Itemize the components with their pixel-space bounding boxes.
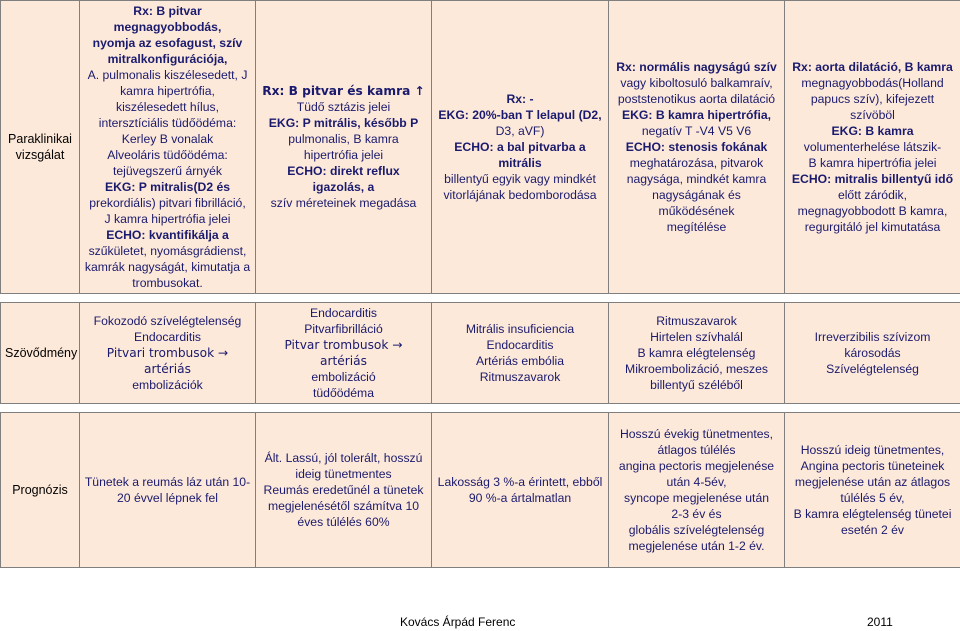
cell-line: 20 évvel lépnek fel (117, 491, 218, 505)
cell-line: Artériás embólia (475, 354, 565, 368)
cell-line: után 4-5év, (666, 475, 727, 489)
cell-line: pulmonalis, B kamra (288, 132, 399, 146)
cell-line: kiszélesedett hílus, (116, 100, 219, 114)
cell-line: Alveoláris tüdőödéma: (107, 148, 228, 162)
cell-line: Pitvarfibrilláció (304, 322, 383, 336)
cell-line: vagy kiboltosuló balkamraív, (620, 76, 773, 90)
cell-line: ideig tünetmentes (295, 467, 392, 481)
cell-paraklinikai-4 (609, 1, 785, 294)
cell-line: Mitrális insuficiencia (465, 322, 575, 336)
cell-line: Pitvari trombusok → artériás (106, 346, 229, 376)
cell-line: trombusokat. (132, 276, 203, 290)
cell-line: Rx: normális nagyságú szív (616, 60, 777, 74)
cell-line: intersztíciális tüdőödéma: (98, 116, 237, 130)
cell-line: Ritmuszavarok (656, 314, 737, 328)
cell-line: meghatározása, pitvarok (629, 156, 764, 170)
cell-line: Hosszú ideig tünetmentes, (800, 443, 945, 457)
cell-line: Endocarditis (309, 306, 378, 320)
cell-line: ECHO: mitralis billentyű idő (791, 172, 954, 186)
cell-szovodmeny-5 (785, 303, 960, 404)
cell-line: poststenotikus aorta dilatáció (617, 92, 776, 106)
cell-line: Szívelégtelenség (826, 362, 919, 376)
cell-line: ECHO: a bal pitvarba a mitrális (454, 140, 586, 170)
cell-line: EKG: P mitralis(D2 és (104, 180, 231, 194)
cell-line: J kamra hipertrófia jelei (104, 212, 231, 226)
cell-line: szűkületet, nyomásgrádienst, (88, 244, 247, 258)
row-spacer (1, 294, 960, 303)
cell-line: B kamra elégtelenség tünetei (793, 507, 952, 521)
row-szovodmeny (1, 303, 960, 404)
cell-line: Ált. Lassú, jól tolerált, hosszú (264, 451, 423, 465)
cell-line: Hirtelen szívhalál (650, 330, 743, 344)
cell-line: tüdőödéma (313, 386, 374, 400)
cell-prognozis-1 (80, 413, 256, 568)
row-label-paraklinikai (1, 1, 80, 294)
cell-line: Angina pectoris tüneteinek (800, 459, 945, 473)
cell-line: esetén 2 év (840, 523, 904, 537)
row-label-text: Prognózis (12, 483, 68, 497)
row-label-szovodmeny (1, 303, 80, 404)
cell-line: megjelenésétől számítva 10 (267, 499, 420, 513)
cell-line: hipertrófia jelei (303, 148, 384, 162)
cell-line: Rx: B pitvar és kamra ↑ (262, 84, 425, 98)
row-paraklinikai (1, 1, 960, 294)
cell-line: mitralkonfigurációja, (107, 52, 228, 66)
cell-prognozis-4 (609, 413, 785, 568)
cell-line: D3, aVF) (495, 124, 545, 138)
cell-line: Reumás eredetűnél a tünetek (263, 483, 424, 497)
cell-line: megjelenése után az átlagos (794, 475, 951, 489)
cell-szovodmeny-1 (80, 303, 256, 404)
cell-line: B kamra hipertrófia jelei (808, 156, 937, 170)
cell-line: Mikroembolizáció, meszes (625, 362, 768, 376)
cell-line: syncope megjelenése után (624, 491, 769, 505)
cell-line: ECHO: direkt reflux igazolás, a (287, 164, 400, 194)
cell-line: Hosszú évekig tünetmentes, (619, 427, 774, 441)
footer-year: 2011 (867, 615, 893, 629)
row-prognozis (1, 413, 960, 568)
cell-prognozis-3 (432, 413, 609, 568)
cell-line: károsodás (844, 346, 901, 360)
cell-line: szív méreteinek megadása (270, 196, 417, 210)
cell-line: nagyságának és működésének (652, 188, 741, 218)
cell-line: Rx: aorta dilatáció, B kamra (792, 60, 953, 74)
row-label-prognozis (1, 413, 80, 568)
cell-line: kamra hipertrófia, (120, 84, 215, 98)
cell-line: Kerley B vonalak (121, 132, 214, 146)
cell-line: embolizáció (311, 370, 376, 384)
cell-line: 2-3 év és (671, 507, 722, 521)
cell-paraklinikai-3 (432, 1, 609, 294)
cell-line: megítélése (666, 220, 727, 234)
cell-line: Ritmuszavarok (479, 370, 561, 384)
cell-line: EKG: P mitrális, később P (268, 116, 419, 130)
cell-line: nagysága, mindkét kamra (626, 172, 767, 186)
cell-line: átlagos túlélés (657, 443, 736, 457)
cell-prognozis-2 (256, 413, 432, 568)
cell-line: megnagyobbodás(Holland (801, 76, 944, 90)
cell-line: regurgitáló jel kimutatása (804, 220, 941, 234)
cell-line: szívöböl (850, 108, 895, 122)
cell-line: Tünetek a reumás láz után 10- (84, 475, 251, 489)
cell-line: előtt záródik, (837, 188, 908, 202)
cell-line: vitorlájának bedomborodása (443, 188, 597, 202)
cell-line: EKG: B kamra (831, 124, 914, 138)
cell-line: nyomja az esofagust, szív (92, 36, 243, 50)
row-spacer (1, 404, 960, 413)
cell-line: A. pulmonalis kiszélesedett, J (87, 68, 248, 82)
cell-line: globális szívelégtelenség (628, 523, 765, 537)
cell-line: EKG: B kamra hipertrófia, (622, 108, 771, 122)
cell-szovodmeny-3 (432, 303, 609, 404)
cell-line: volumenterhelése látszik- (803, 140, 942, 154)
cell-paraklinikai-2 (256, 1, 432, 294)
cell-line: ECHO: kvantifikálja a (106, 228, 229, 242)
cell-line: billentyű egyik vagy mindkét (444, 172, 596, 186)
cell-line: negatív T -V4 V5 V6 (641, 124, 752, 138)
cell-line: embolizációk (132, 378, 203, 392)
cell-line: billentyű széléből (650, 378, 743, 392)
cell-line: megnagyobbodott B kamra, (797, 204, 948, 218)
row-label-text: Paraklinikai vizsgálat (8, 132, 72, 162)
cell-paraklinikai-1 (80, 1, 256, 294)
cell-line: Irreverzibilis szívizom (814, 330, 931, 344)
cell-line: Rx: B pitvar megnagyobbodás, (113, 4, 222, 34)
cell-line: éves túlélés 60% (297, 515, 390, 529)
cell-line: Endocarditis (486, 338, 554, 352)
cell-line: túlélés 5 év, (840, 491, 905, 505)
cell-line: ECHO: stenosis fokának (625, 140, 768, 154)
cell-szovodmeny-4 (609, 303, 785, 404)
cell-szovodmeny-2 (256, 303, 432, 404)
cell-line: kamrák nagyságát, kimutatja a (84, 260, 251, 274)
cell-line: Endocarditis (133, 330, 202, 344)
cell-line: 90 %-a ártalmatlan (468, 491, 572, 505)
cell-line: megjelenése után 1-2 év. (628, 539, 765, 553)
cell-line: Rx: - (506, 92, 534, 106)
footer-author: Kovács Árpád Ferenc (400, 615, 516, 629)
cell-line: tejüvegszerű árnyék (112, 164, 223, 178)
cell-line: prekordiális) pitvari fibrilláció, (89, 196, 246, 210)
cell-line: angina pectoris megjelenése (618, 459, 775, 473)
cell-line: B kamra elégtelenség (637, 346, 756, 360)
cell-line: EKG: 20%-ban T lelapul (D2, (438, 108, 602, 122)
cell-line: Fokozodó szívelégtelenség (93, 314, 242, 328)
cell-paraklinikai-5 (785, 1, 960, 294)
cell-line: Lakosság 3 %-a érintett, ebből (437, 475, 603, 489)
cell-prognozis-5 (785, 413, 960, 568)
row-label-text: Szövődmény (5, 346, 78, 360)
cell-line: Tüdő sztázis jelei (296, 100, 391, 114)
cell-line: papucs szív), kifejezett (810, 92, 935, 106)
cell-line: Pitvar trombusok → artériás (284, 338, 403, 368)
